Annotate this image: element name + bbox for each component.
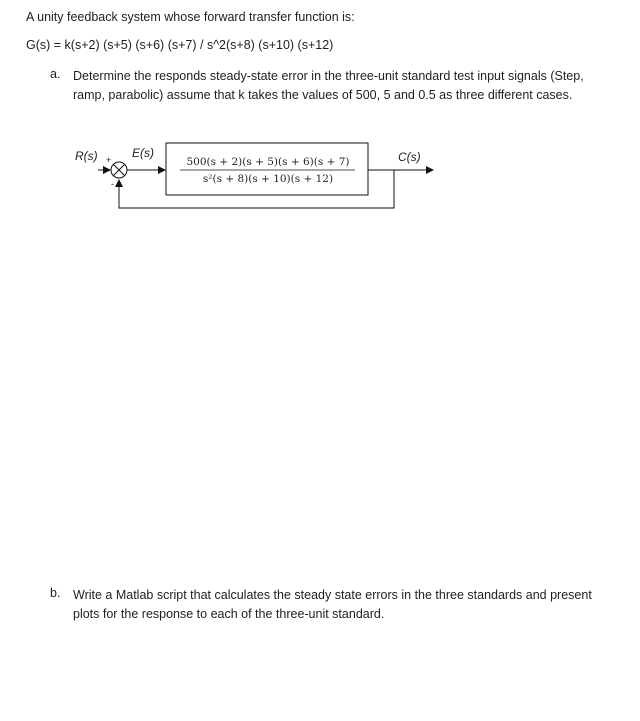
question-a-label: a. — [50, 67, 61, 81]
transfer-function-text: G(s) = k(s+2) (s+5) (s+6) (s+7) / s^2(s+8) (s+10) (s+12) — [26, 38, 334, 52]
question-b-text: Write a Matlab script that calculates the steady state errors in the three standards and present plots for the response to each of the three-unit standard. — [73, 588, 592, 621]
question-a-text: Determine the responds steady-state error in the three-unit standard test input signals (Step, ramp, parabolic) assume that k takes the values of 500, 5 and 0.5 as three different cases. — [73, 69, 584, 102]
input-label: R(s) — [75, 149, 98, 163]
summing-junction — [111, 162, 127, 178]
output-label: C(s) — [398, 150, 421, 164]
forward-block — [166, 143, 368, 195]
error-label: E(s) — [132, 146, 154, 160]
question-b-label: b. — [50, 586, 61, 600]
numerator-text: 500(s + 2)(s + 5)(s + 6)(s + 7) — [186, 156, 350, 168]
plus-sign: + — [106, 155, 112, 165]
minus-sign: - — [111, 179, 114, 189]
problem-intro: A unity feedback system whose forward transfer function is: — [26, 10, 355, 24]
denominator-text: s²(s + 8)(s + 10)(s + 12) — [202, 173, 334, 185]
